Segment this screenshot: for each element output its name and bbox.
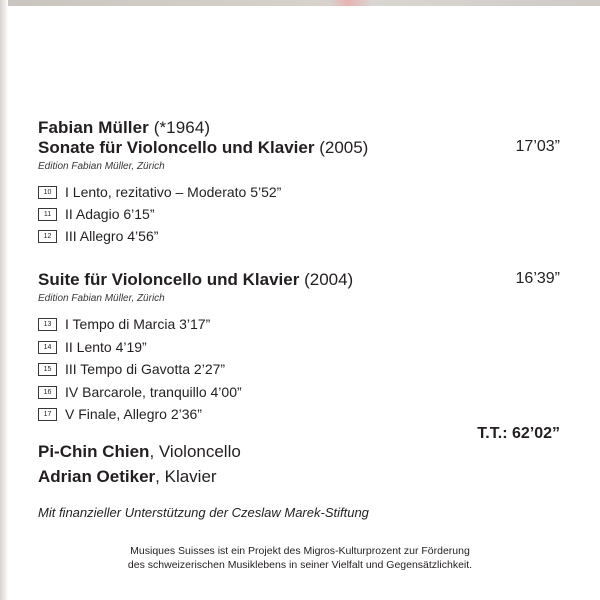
composer-years: (*1964) <box>153 118 211 137</box>
footer-line-2: des schweizerischen Musiklebens in seiner Vielfalt und Gegensätzlichkeit. <box>127 559 473 571</box>
track-row <box>38 227 158 245</box>
work-title-text: Sonate für Violoncello und Klavier <box>38 138 315 157</box>
track-row <box>38 183 281 201</box>
performer-line <box>38 442 241 462</box>
work-duration: 17’03” <box>515 138 560 155</box>
track-number-box: 10 <box>38 186 57 199</box>
track-number-box: 17 <box>38 408 57 421</box>
track-text: I Tempo di Marcia 3’17” <box>65 316 211 332</box>
performer-name: Adrian Oetiker <box>38 467 156 486</box>
track-number-box: 15 <box>38 363 57 376</box>
composer-name: Fabian Müller <box>38 118 149 137</box>
track-text: II Adagio 6’15” <box>65 206 155 222</box>
track-number-box: 11 <box>38 208 57 221</box>
work-title-text: Suite für Violoncello und Klavier <box>38 270 300 289</box>
track-row <box>38 338 147 356</box>
work-year: (2004) <box>304 270 354 289</box>
track-row <box>38 383 242 401</box>
track-number-box: 12 <box>38 230 57 243</box>
work-publisher: Edition Fabian Müller, Zürich <box>38 161 165 172</box>
work-publisher: Edition Fabian Müller, Zürich <box>38 293 165 304</box>
track-text: IV Barcarole, tranquillo 4’00” <box>65 384 242 400</box>
track-row <box>38 205 155 223</box>
track-number-box: 14 <box>38 341 57 354</box>
work-duration: 16’39” <box>515 270 560 287</box>
track-row <box>38 405 202 423</box>
work-year: (2005) <box>319 138 369 157</box>
work-title-suite <box>38 270 560 290</box>
track-row <box>38 360 225 378</box>
total-time: T.T.: 62’02” <box>477 425 560 442</box>
composer-heading <box>38 118 560 138</box>
track-text: I Lento, rezitativo – Moderato 5’52” <box>65 184 282 200</box>
track-text: III Tempo di Gavotta 2’27” <box>65 361 226 377</box>
performer-line <box>38 467 217 487</box>
performer-name: Pi-Chin Chien <box>38 442 150 461</box>
track-text: II Lento 4’19” <box>65 339 147 355</box>
sponsor-note: Mit finanzieller Unterstützung der Czeslaw Marek-Stiftung <box>38 505 369 520</box>
track-number-box: 13 <box>38 318 57 331</box>
performer-instrument: , Klavier <box>155 467 217 486</box>
track-text: V Finale, Allegro 2’36” <box>65 406 202 422</box>
track-number-box: 16 <box>38 386 57 399</box>
track-text: III Allegro 4’56” <box>65 228 159 244</box>
work-title-sonate <box>38 138 560 158</box>
footer-line-1: Musiques Suisses ist ein Projekt des Migros-Kulturprozent zur Förderung <box>130 545 470 557</box>
performer-instrument: , Violoncello <box>149 442 241 461</box>
track-row <box>38 315 210 333</box>
